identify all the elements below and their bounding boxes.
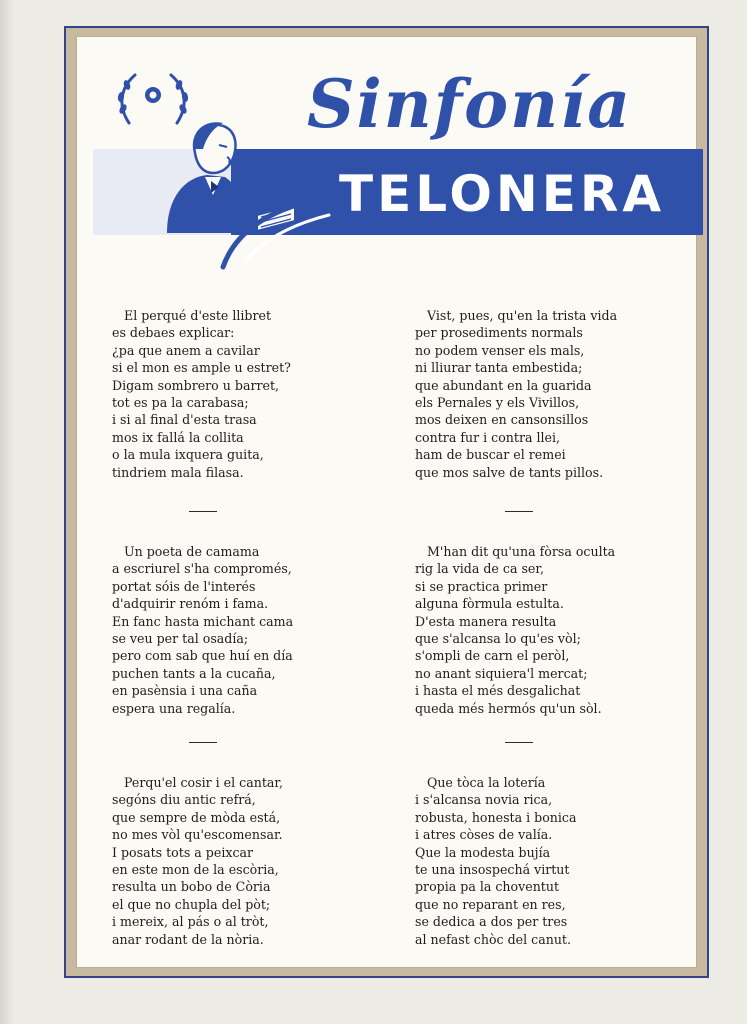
verse-line: a escriurel s'ha compromés, <box>112 561 292 577</box>
verse-line: robusta, honesta i bonica <box>415 809 577 825</box>
book-spine-shadow <box>0 0 14 1024</box>
verse-line: El perqué d'este llibret <box>124 308 272 323</box>
verse-line: si el mon es ample u estret? <box>112 360 291 376</box>
title-block: TELONERA <box>339 165 666 223</box>
verse-line: que no reparant en res, <box>415 896 566 912</box>
verse-line: M'han dit qu'una fòrsa oculta <box>427 544 616 559</box>
verse-line: Que la modesta bujía <box>415 844 551 860</box>
verse-line: si se practica primer <box>415 578 548 594</box>
verse-line: mos ix fallá la collita <box>112 429 244 445</box>
verse-line: el que no chupla del pòt; <box>112 896 271 912</box>
stanza-left-1 <box>112 307 362 481</box>
verse-line: En fanc hasta michant cama <box>112 613 294 629</box>
verse-line: Digam sombrero u barret, <box>112 377 280 393</box>
verse-line: se dedica a dos per tres <box>415 914 568 930</box>
stanza-divider <box>189 742 217 743</box>
verse-line: anar rodant de la nòria. <box>112 931 264 947</box>
verse-line: puchen tants a la cucaña, <box>112 665 276 681</box>
stanza-right-3 <box>415 774 665 948</box>
pen-swoosh-decoration <box>217 167 337 277</box>
verse-line: i si al final d'esta trasa <box>112 412 257 428</box>
verse-line: que abundant en la guarida <box>415 377 592 393</box>
verse-line: ¿pa que anem a cavilar <box>112 342 260 358</box>
verse-line: se veu per tal osadía; <box>112 631 249 647</box>
verse-line: i s'alcansa novia rica, <box>415 792 553 808</box>
verse-line: que sempre de mòda está, <box>112 809 281 825</box>
page-paper <box>76 36 697 968</box>
verse-line: te una insospechá virtut <box>415 862 570 878</box>
verse-line: i hasta el més desgalichat <box>415 683 581 699</box>
verse-line: segóns diu antic refrá, <box>112 792 256 808</box>
verse-line: d'adquirir renóm i fama. <box>112 596 269 612</box>
verse-line: que mos salve de tants pillos. <box>415 464 604 480</box>
verse-line: els Pernales y els Vivillos, <box>415 395 580 411</box>
stanza-divider <box>189 511 217 512</box>
verse-line: propia pa la choventut <box>415 879 560 895</box>
verse-line: tot es pa la carabasa; <box>112 395 249 411</box>
verse-line: s'ompli de carn el peròl, <box>415 648 570 664</box>
stanza-divider <box>505 511 533 512</box>
verse-line: per prosediments normals <box>415 325 583 341</box>
verse-line: que s'alcansa lo qu'es vòl; <box>415 631 581 647</box>
verse-line: I posats tots a peixcar <box>112 844 254 860</box>
page-frame <box>64 26 709 978</box>
verse-line: o la mula ixquera guita, <box>112 447 264 463</box>
stanza-right-1 <box>415 307 665 481</box>
verse-line: pero com sab que huí en día <box>112 648 293 664</box>
verse-line: queda més hermós qu'un sòl. <box>415 700 602 716</box>
verse-line: no anant siquiera'l mercat; <box>415 665 588 681</box>
verse-line: ni lliurar tanta embestida; <box>415 360 583 376</box>
verse-line: en pasènsia i una caña <box>112 683 258 699</box>
verse-line: Perqu'el cosir i el cantar, <box>124 775 284 790</box>
stanza-left-2 <box>112 543 362 717</box>
verse-line: i mereix, al pás o al tròt, <box>112 914 269 930</box>
verse-line: tindriem mala filasa. <box>112 464 244 480</box>
verse-line: Un poeta de camama <box>124 544 260 559</box>
verse-line: i atres còses de valía. <box>415 827 553 843</box>
verse-line: portat sóis de l'interés <box>112 578 256 594</box>
verse-line: espera una regalía. <box>112 700 236 716</box>
verse-line: Vist, pues, qu'en la trista vida <box>427 308 618 323</box>
verse-line: mos deixen en cansonsillos <box>415 412 589 428</box>
stanza-divider <box>505 742 533 743</box>
stanza-left-3 <box>112 774 362 948</box>
verse-line: resulta un bobo de Còria <box>112 879 271 895</box>
verse-line: al nefast chòc del canut. <box>415 931 571 947</box>
title-script: Sinfonía <box>307 65 632 143</box>
verse-line: ham de buscar el remei <box>415 447 566 463</box>
verse-line: alguna fòrmula estulta. <box>415 596 564 612</box>
verse-line: D'esta manera resulta <box>415 613 557 629</box>
verse-line: no mes vòl qu'escomensar. <box>112 827 283 843</box>
verse-line: rig la vida de ca ser, <box>415 561 545 577</box>
verse-line: Que tòca la lotería <box>427 775 546 790</box>
stanza-right-2 <box>415 543 665 717</box>
verse-line: en este mon de la escòria, <box>112 862 279 878</box>
verse-line: contra fur i contra llei, <box>415 429 561 445</box>
verse-line: es debaes explicar: <box>112 325 235 341</box>
verse-line: no podem venser els mals, <box>415 342 585 358</box>
